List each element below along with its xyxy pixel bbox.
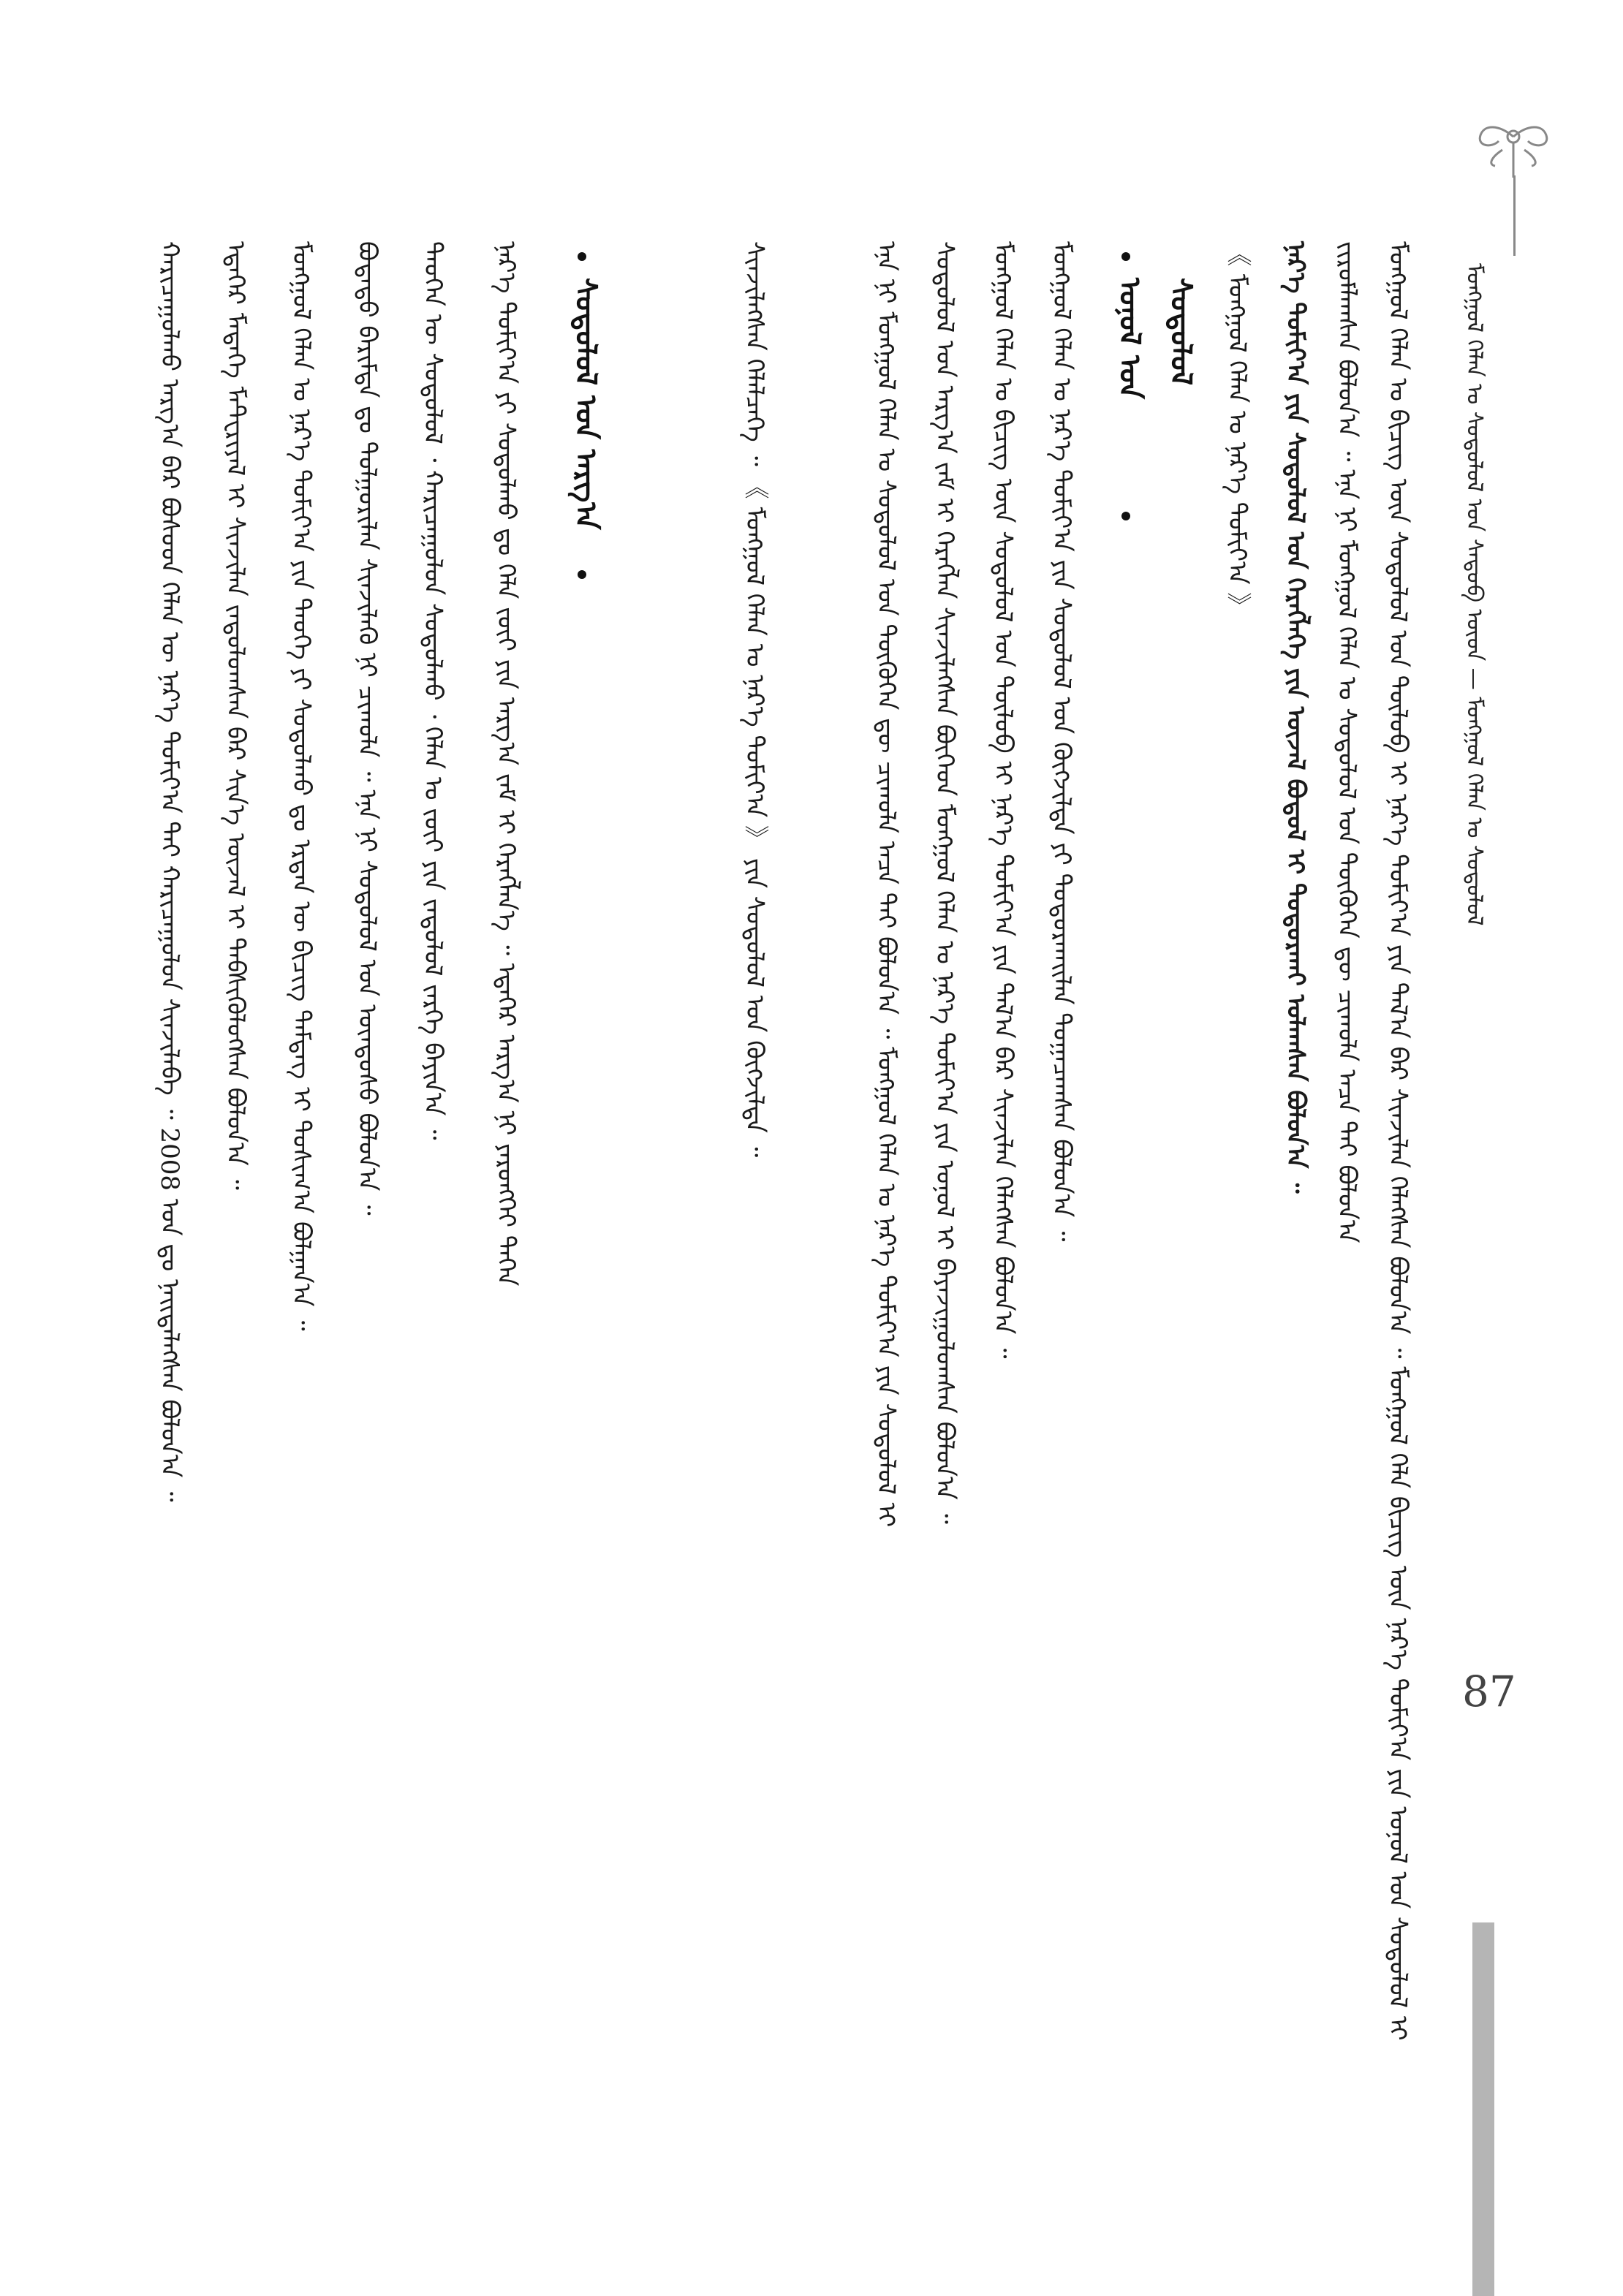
section3-bullet-top: [578, 252, 586, 261]
section1-column-1: ᠮᠣᠩᠭᠣᠯ ᠬᠡᠯᠡᠨ ᠤ ᠪᠢᠴᠢᠭ ᠦᠨ ᠰᠤᠳᠤᠯᠤᠯ ᠤᠨ ᠲᠥᠯᠦᠪ ᠢ ᠨᠡᠷ᠎ᠡ ᠲᠣᠮᠢᠶ᠎ᠠ ᠶᠢᠨ ᠲᠠᠯ᠎ᠠ ᠪᠠᠷ ᠰᠢᠨᠵᠢᠯᠡᠨ ᠬᠡᠯᠡᠭᠰᠡᠨ ᠪᠣᠯᠤᠨ᠎ᠠ ᠃ ᠮᠣᠩᠭᠣᠯ ᠬᠡᠯᠡ ᠪᠢᠴᠢᠭ ᠦᠨ ᠨᠡᠷ᠎ᠡ ᠲᠣᠮᠢᠶ᠎ᠠ ᠶᠢᠨ ᠣᠨᠣᠯ ᠤᠨ ᠰᠤᠳᠤᠯᠤᠯ ᠢ: [1383, 241, 1412, 2041]
running-header: ᠮᠣᠩᠭᠣᠯ ᠬᠡᠯᠡᠨ ᠤ ᠰᠤᠳᠤᠯᠤᠯ ᠤᠨ ᠰᠡᠳᠦᠪ ᠦᠳ — ᠮᠣᠩᠭᠣᠯ ᠬᠡᠯᠡᠨ ᠤ ᠰᠤᠳᠤᠯᠤᠯ: [1461, 263, 1487, 926]
section2-bullet-bottom: [1121, 512, 1130, 520]
section2-heading: ᠣᠨᠣᠯ ᠤᠨ ᠰᠤᠳᠤᠯᠤᠯ: [1113, 278, 1198, 399]
section1-column-2: ᠵᠢᠷᠤᠮᠯᠠᠭᠰᠠᠨ ᠪᠣᠯᠤᠨ᠎ᠠ ᠃ ᠡᠨᠡ ᠨᠢ ᠮᠣᠩᠭᠣᠯ ᠬᠡᠯᠡᠨ ᠤ ᠰᠤᠳᠤᠯᠤᠯ ᠤᠨ ᠲᠦᠭᠦᠬᠡᠨ ᠳᠦ ᠴᠢᠬᠤᠯᠠ ᠠᠴᠠ ᠲᠠᠢ ᠪᠣᠯᠤᠨ᠎ᠠ: [1332, 241, 1361, 1243]
section3-column-2: ᠲᠡᠦᠬᠡᠨ ᠦ ᠰᠤᠳᠤᠯᠤᠯ ᠂ ᠬᠠᠷᠢᠴᠠᠭᠤᠯᠤᠨ ᠰᠤᠳᠤᠯᠬᠤ ᠂ ᠬᠡᠯᠡᠨ ᠤ ᠵᠦᠢ ᠶᠢᠨ ᠵᠠᠳᠤᠯᠤᠯ ᠵᠡᠷᠭᠡ ᠪᠠᠶᠢᠨ᠎ᠠ ᠃: [418, 241, 447, 1140]
section3-column-1: ᠨᠡᠷ᠎ᠡ ᠲᠣᠮᠢᠶ᠎ᠠ ᠶᠢ ᠰᠤᠳᠤᠯᠬᠤ ᠳᠤ ᠬᠡᠯᠡ ᠵᠦᠢ ᠶᠢᠨ ᠠᠷᠭ᠎ᠠ ᠵᠠᠮ ᠢ ᠬᠡᠷᠡᠭᠯᠡᠨ᠎ᠡ ᠃ ᠡᠳᠡᠭᠡᠷ ᠠᠷᠭ᠎ᠠ ᠨᠢ ᠶᠡᠷᠦᠩᠬᠡᠢ ᠳᠡᠭᠡᠨ: [491, 241, 521, 1287]
section3-column-3: ᠪᠣᠳᠠᠲᠤ ᠪᠠᠷᠢᠮᠲᠠ ᠳᠤ ᠲᠤᠯᠭᠤᠷᠢᠯᠠᠨ ᠰᠢᠨᠵᠢᠯᠡᠬᠦ ᠨᠢ ᠴᠢᠬᠤᠯᠠ ᠃ ᠡᠨᠡ ᠨᠢ ᠰᠤᠳᠤᠯᠤᠯ ᠤᠨ ᠦᠨᠳᠦᠰᠦ ᠪᠣᠯᠤᠨ᠎ᠠ ᠃: [352, 241, 382, 1216]
header-ornament-icon: [1469, 121, 1557, 179]
section3-column-6: ᠬᠠᠷᠢᠴᠠᠭᠤᠯᠬᠤ ᠠᠷᠭ᠎ᠠ ᠪᠠᠷ ᠪᠤᠰᠤᠳ ᠬᠡᠯᠡᠨ ᠦ ᠨᠡᠷ᠎ᠡ ᠲᠣᠮᠢᠶ᠎ᠠ ᠲᠠᠢ ᠬᠠᠷᠢᠴᠠᠭᠤᠯᠤᠨ ᠰᠢᠨᠵᠢᠯᠡᠪᠡ ᠃ 2008 ᠣᠨ ᠳᠤ ᠨᠡᠢᠲᠡᠯᠡᠭᠰᠡᠨ ᠪᠣᠯᠤᠨ᠎ᠠ ᠃: [155, 241, 184, 1502]
section2-column-2: ᠮᠣᠩᠭᠣᠯ ᠬᠡᠯᠡᠨ ᠤ ᠪᠢᠴᠢᠭ ᠦᠨ ᠰᠤᠳᠤᠯᠤᠯ ᠤᠨ ᠲᠥᠯᠦᠪ ᠢ ᠨᠡᠷ᠎ᠡ ᠲᠣᠮᠢᠶ᠎ᠠ ᠶᠢᠨ ᠲᠠᠯ᠎ᠠ ᠪᠠᠷ ᠰᠢᠨᠵᠢᠯᠡᠨ ᠬᠡᠯᠡᠭᠰᠡᠨ ᠪᠣᠯᠤᠨ᠎ᠠ ᠃: [988, 241, 1018, 1359]
section2-column-3: ᠰᠤᠳᠤᠯᠤᠯ ᠤᠨ ᠠᠷᠭ᠎ᠠ ᠵᠠᠮ ᠢ ᠬᠡᠷᠡᠭᠯᠡᠨ ᠰᠢᠨᠵᠢᠯᠡᠭᠰᠡᠨ ᠪᠥᠭᠡᠳ ᠮᠣᠩᠭᠣᠯ ᠬᠡᠯᠡᠨ ᠤ ᠨᠡᠷ᠎ᠡ ᠲᠣᠮᠢᠶ᠎ᠠ ᠶᠢᠨ ᠣᠨᠣᠯ ᠢ ᠪᠠᠶᠠᠵᠢᠭᠤᠯᠤᠭᠰᠠᠨ ᠪᠣᠯᠤᠨ᠎ᠠ ᠃: [930, 241, 959, 1524]
section2-column-4: ᠡᠨᠡ ᠨᠢ ᠮᠣᠩᠭᠣᠯ ᠬᠡᠯᠡᠨ ᠤ ᠰᠤᠳᠤᠯᠤᠯ ᠤᠨ ᠲᠦᠭᠦᠬᠡᠨ ᠳᠦ ᠴᠢᠬᠤᠯᠠ ᠠᠴᠠ ᠲᠠᠢ ᠪᠣᠯᠤᠨ᠎ᠠ ᠃ ᠮᠣᠩᠭᠣᠯ ᠬᠡᠯᠡᠨ ᠤ ᠨᠡᠷ᠎ᠡ ᠲᠣᠮᠢᠶ᠎ᠠ ᠶᠢᠨ ᠰᠤᠳᠤᠯᠤᠯ ᠢ: [871, 241, 901, 1528]
section3-column-4: ᠮᠣᠩᠭᠣᠯ ᠬᠡᠯᠡᠨ ᠤ ᠨᠡᠷ᠎ᠡ ᠲᠣᠮᠢᠶ᠎ᠠ ᠶᠢᠨ ᠲᠡᠦᠬᠡ ᠶᠢ ᠰᠤᠳᠤᠯᠬᠤ ᠳᠤ ᠡᠷᠲᠡᠨ ᠦ ᠪᠢᠴᠢᠭ ᠲᠡᠮᠳᠡᠭ ᠢ ᠲᠤᠰᠢᠭ᠎ᠠ ᠪᠣᠯᠭᠠᠨ᠎ᠠ ᠃: [287, 241, 316, 1331]
section3-bullet-bottom: [578, 570, 586, 579]
section1-column-3: ᠨᠡᠷ᠎ᠡ ᠲᠣᠮᠢᠶ᠎ᠠ ᠶᠢᠨ ᠰᠤᠳᠤᠯᠤᠯ ᠤᠨ ᠬᠡᠷᠡᠭᠯᠡᠭᠡ ᠶᠢᠨ ᠦᠵᠡᠯ ᠪᠣᠳᠤᠯ ᠢ ᠲᠣᠳᠤᠷᠬᠠᠢ ᠣᠯᠠᠭᠰᠠᠨ ᠪᠣᠯᠤᠨ᠎ᠠ ᠃: [1281, 241, 1310, 1194]
section1-quote: 《 ᠮᠣᠩᠭᠣᠯ ᠬᠡᠯᠡᠨ ᠤ ᠨᠡᠷ᠎ᠡ ᠲᠣᠮᠢᠶ᠎ᠠ 》: [1222, 241, 1252, 618]
section3-column-5: ᠡᠳᠡᠭᠡᠷ ᠮᠡᠳᠡᠭᠡ ᠮᠠᠲᠸᠷᠢᠶᠠᠯ ᠢ ᠰᠢᠨᠵᠢᠯᠡᠨ ᠵᠠᠳᠤᠯᠤᠭᠰᠠᠨ ᠪᠡᠷ ᠰᠢᠨ᠎ᠡ ᠦᠵᠡᠯ ᠢ ᠳᠡᠪᠰᠢᠭᠦᠯᠦᠭᠰᠡᠨ ᠪᠣᠯᠤᠨ᠎ᠠ ᠃: [221, 241, 250, 1190]
section2-column-5: ᠰᠢᠨᠵᠢᠯᠡᠭᠰᠡᠨ ᠬᠡᠯᠡᠯᠴᠡᠭᠡ ᠃ 《 ᠮᠣᠩᠭᠣᠯ ᠬᠡᠯᠡᠨ ᠤ ᠨᠡᠷ᠎ᠡ ᠲᠣᠮᠢᠶ᠎ᠠ 》 ᠶᠢᠨ ᠰᠤᠳᠤᠯᠤᠯ ᠤᠨ ᠬᠥᠭᠵᠢᠯᠲᠡ ᠃: [740, 241, 769, 1158]
section2-bullet-top: [1121, 252, 1130, 261]
header-rule: [1513, 175, 1516, 256]
page-number: 87: [1462, 1667, 1516, 1716]
page-edge-bar: [1472, 1922, 1494, 2296]
section3-heading: ᠰᠤᠳᠤᠯᠤᠯ ᠤᠨ ᠠᠷᠭ᠎ᠠ: [569, 278, 603, 530]
section2-column-1: ᠮᠣᠩᠭᠣᠯ ᠬᠡᠯᠡᠨ ᠤ ᠨᠡᠷ᠎ᠡ ᠲᠣᠮᠢᠶ᠎ᠠ ᠶᠢᠨ ᠰᠤᠳᠤᠯᠤᠯ ᠤᠨ ᠬᠥᠭᠵᠢᠯᠲᠡ ᠶᠢ ᠲᠣᠳᠤᠷᠬᠠᠢᠯᠠᠨ ᠲᠣᠭᠠᠴᠠᠭᠰᠠᠨ ᠪᠣᠯᠤᠨ᠎ᠠ ᠃: [1047, 241, 1076, 1242]
